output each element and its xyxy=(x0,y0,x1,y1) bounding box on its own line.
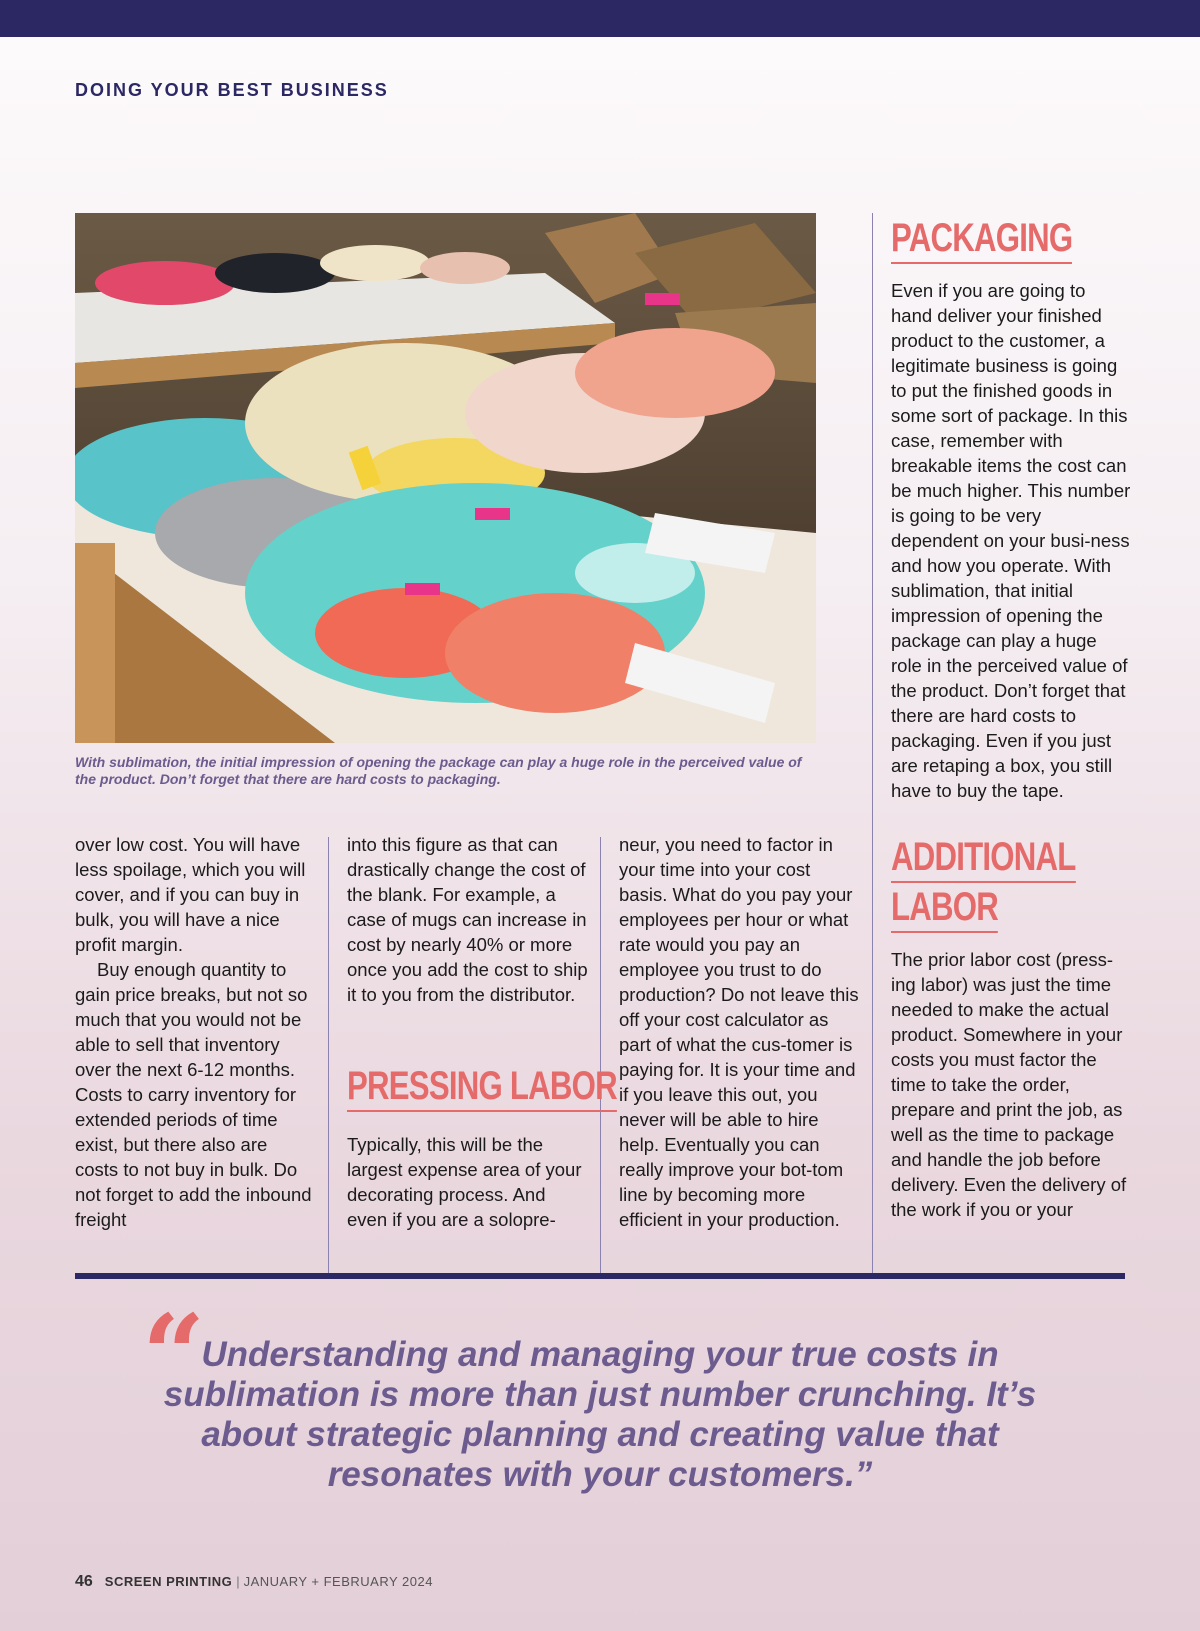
column-1-paragraph-1: over low cost. You will have less spoilage, which you will cover, and if you can buy in bulk, you will have a nice profit margin. xyxy=(75,834,306,955)
article-column-1 xyxy=(75,832,315,1232)
column-1-paragraph-2: Buy enough quantity to gain price breaks, but not so much that you would not be able to sell that inventory over the next 6-12 months. Costs to carry inventory for extended periods of time exist, but there also are costs to not buy in bulk. Do not forget to add the inbound freight xyxy=(75,959,312,1230)
pressing-labor-heading: PRESSING LABOR xyxy=(347,1062,617,1112)
article-photo xyxy=(75,213,816,743)
additional-labor-text: The prior labor cost (press-ing labor) was just the time needed to make the actual product. Somewhere in your costs you must factor the time to take the order, prepare and print the job, as well as the time to package and handle the job before delivery. Even the delivery of the work if you or your xyxy=(891,949,1127,1220)
column-rule-1 xyxy=(328,837,329,1274)
packaging-text: Even if you are going to hand deliver your finished product to the customer, a legitimate business is going to put the finished goods in some sort of package. In this case, remember with breakable items the cost can be much higher. This number is going to be very dependent on your busi-ness and how you operate. With sublimation, that initial impression of opening the package can play a huge role in the perceived value of the product. Don’t forget that there are hard costs to packaging. Even if you just are retaping a box, you still have to buy the tape. xyxy=(891,280,1131,801)
column-rule-3 xyxy=(872,213,873,1274)
magazine-name: SCREEN PRINTING xyxy=(104,1574,233,1589)
additional-labor-heading-line-2: LABOR xyxy=(891,883,998,933)
folded-blankets-image xyxy=(75,213,816,743)
page-footer xyxy=(75,1573,433,1591)
column-2-paragraph-2: Typically, this will be the largest expense area of your decorating process. And even if you are a solopre- xyxy=(347,1134,582,1230)
photo-caption: With sublimation, the initial impression of opening the package can play a huge role in the perceived value of the product. Don’t forget that there are hard costs to packaging. xyxy=(75,754,802,787)
column-3-paragraph-1: neur, you need to factor in your time into your cost basis. What do you pay your employees per hour or what rate would you pay an employee you trust to do production? Do not leave this off your cost calculator as part of what the cus-tomer is paying for. It is your time and if you leave this out, you never will be able to hire help. Eventually you can really improve your bot-tom line by becoming more efficient in your production. xyxy=(619,834,859,1230)
packaging-heading: PACKAGING xyxy=(891,214,1072,264)
footer-separator: | xyxy=(236,1574,240,1589)
issue-date: JANUARY + FEBRUARY 2024 xyxy=(243,1574,433,1589)
additional-labor-heading-line-1: ADDITIONAL xyxy=(891,833,1076,883)
column-rule-2 xyxy=(600,837,601,1274)
section-label: DOING YOUR BEST BUSINESS xyxy=(75,80,389,100)
quote-mark-icon: “ xyxy=(142,1290,206,1419)
article-column-3 xyxy=(619,832,859,1232)
pull-quote-rule xyxy=(75,1273,1125,1279)
pull-quote: Understanding and managing your true costs in sublimation is more than just number crunching. It’s about strategic planning and creating value that resonates with your customers.” xyxy=(163,1335,1037,1494)
sidebar-column xyxy=(891,214,1131,1222)
page-number: 46 xyxy=(75,1573,93,1590)
top-color-bar xyxy=(0,0,1200,37)
column-2-paragraph-1: into this figure as that can drastically change the cost of the blank. For example, a case of mugs can increase in cost by nearly 40% or more once you add the cost to ship it to you from the distributor. xyxy=(347,834,588,1005)
article-column-2 xyxy=(347,832,589,1007)
